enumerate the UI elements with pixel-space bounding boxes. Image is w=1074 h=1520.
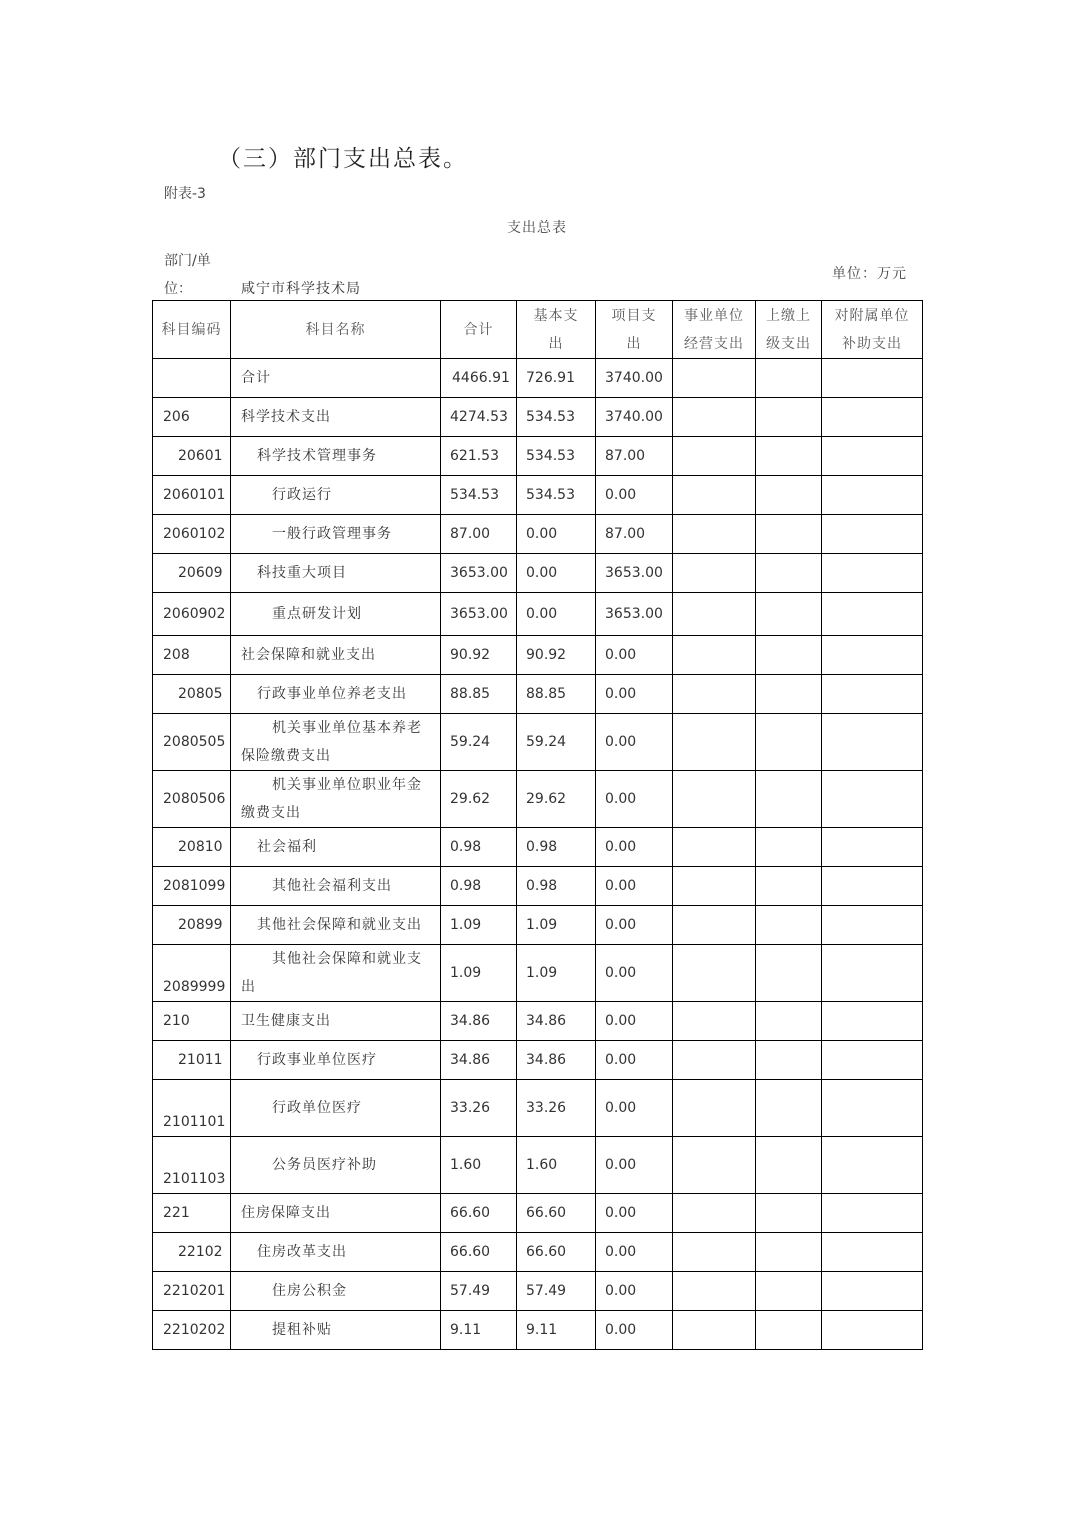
basic-cell: 66.60 (517, 1233, 596, 1272)
business-cell (673, 554, 756, 593)
business-cell (673, 1041, 756, 1080)
table-row (153, 1080, 923, 1137)
header-project: 项目支出 (596, 301, 673, 359)
name-cell: 行政事业单位医疗 (231, 1041, 441, 1080)
code-cell: 2060101 (153, 476, 231, 515)
total-cell: 1.09 (441, 945, 517, 1002)
subsidy-cell (822, 636, 923, 675)
subsidy-cell (822, 437, 923, 476)
table-row (153, 714, 923, 771)
name-cell: 科学技术支出 (231, 398, 441, 437)
name-cell: 机关事业单位基本养老保险缴费支出 (231, 714, 441, 771)
code-cell: 221 (153, 1194, 231, 1233)
upper-cell (756, 867, 822, 906)
name-cell: 合计 (231, 359, 441, 398)
project-cell: 0.00 (596, 828, 673, 867)
project-cell: 0.00 (596, 1272, 673, 1311)
total-cell: 57.49 (441, 1272, 517, 1311)
upper-cell (756, 515, 822, 554)
business-cell (673, 714, 756, 771)
subsidy-cell (822, 359, 923, 398)
table-row (153, 476, 923, 515)
total-cell: 29.62 (441, 771, 517, 828)
total-cell: 3653.00 (441, 593, 517, 636)
total-cell: 88.85 (441, 675, 517, 714)
table-row (153, 675, 923, 714)
code-cell: 21011 (153, 1041, 231, 1080)
subsidy-cell (822, 1137, 923, 1194)
code-cell: 206 (153, 398, 231, 437)
subsidy-cell (822, 675, 923, 714)
total-cell: 4466.91 (441, 359, 517, 398)
header-total: 合计 (441, 301, 517, 359)
department-name: 咸宁市科学技术局 (241, 281, 361, 297)
business-cell (673, 906, 756, 945)
subsidy-cell (822, 1080, 923, 1137)
code-cell: 20609 (153, 554, 231, 593)
business-cell (673, 1311, 756, 1350)
basic-cell: 33.26 (517, 1080, 596, 1137)
upper-cell (756, 398, 822, 437)
table-row (153, 1272, 923, 1311)
name-cell: 住房保障支出 (231, 1194, 441, 1233)
name-cell: 公务员医疗补助 (231, 1137, 441, 1194)
subsidy-cell (822, 1272, 923, 1311)
project-cell: 0.00 (596, 945, 673, 1002)
project-cell: 0.00 (596, 867, 673, 906)
basic-cell: 9.11 (517, 1311, 596, 1350)
header-name: 科目名称 (231, 301, 441, 359)
header-basic: 基本支出 (517, 301, 596, 359)
subsidy-cell (822, 554, 923, 593)
subsidy-cell (822, 1194, 923, 1233)
business-cell (673, 867, 756, 906)
name-cell: 重点研发计划 (231, 593, 441, 636)
name-cell: 住房改革支出 (231, 1233, 441, 1272)
total-cell: 1.60 (441, 1137, 517, 1194)
upper-cell (756, 828, 822, 867)
project-cell: 0.00 (596, 1002, 673, 1041)
total-cell: 90.92 (441, 636, 517, 675)
table-row (153, 1311, 923, 1350)
header-subsidy: 对附属单位补助支出 (822, 301, 923, 359)
total-cell: 87.00 (441, 515, 517, 554)
project-cell: 3740.00 (596, 398, 673, 437)
code-cell: 2060902 (153, 593, 231, 636)
name-cell: 其他社会保障和就业支出 (231, 945, 441, 1002)
total-cell: 66.60 (441, 1194, 517, 1233)
total-cell: 0.98 (441, 828, 517, 867)
basic-cell: 0.98 (517, 867, 596, 906)
name-cell: 科技重大项目 (231, 554, 441, 593)
code-cell: 2080506 (153, 771, 231, 828)
code-cell: 20810 (153, 828, 231, 867)
upper-cell (756, 1041, 822, 1080)
department-label-cont: 位： (164, 281, 192, 297)
name-cell: 社会福利 (231, 828, 441, 867)
business-cell (673, 515, 756, 554)
business-cell (673, 1080, 756, 1137)
project-cell: 0.00 (596, 906, 673, 945)
name-cell: 行政运行 (231, 476, 441, 515)
table-row (153, 437, 923, 476)
subsidy-cell (822, 714, 923, 771)
code-cell: 210 (153, 1002, 231, 1041)
basic-cell: 0.98 (517, 828, 596, 867)
subsidy-cell (822, 906, 923, 945)
upper-cell (756, 636, 822, 675)
project-cell: 0.00 (596, 1233, 673, 1272)
upper-cell (756, 554, 822, 593)
basic-cell: 57.49 (517, 1272, 596, 1311)
name-cell: 其他社会保障和就业支出 (231, 906, 441, 945)
code-cell: 208 (153, 636, 231, 675)
subsidy-cell (822, 593, 923, 636)
upper-cell (756, 359, 822, 398)
business-cell (673, 1137, 756, 1194)
basic-cell: 534.53 (517, 476, 596, 515)
total-cell: 33.26 (441, 1080, 517, 1137)
project-cell: 0.00 (596, 476, 673, 515)
total-cell: 621.53 (441, 437, 517, 476)
subsidy-cell (822, 867, 923, 906)
upper-cell (756, 476, 822, 515)
project-cell: 0.00 (596, 675, 673, 714)
project-cell: 0.00 (596, 636, 673, 675)
project-cell: 3740.00 (596, 359, 673, 398)
subsidy-cell (822, 771, 923, 828)
basic-cell: 534.53 (517, 437, 596, 476)
code-cell: 2210201 (153, 1272, 231, 1311)
table-row (153, 359, 923, 398)
basic-cell: 534.53 (517, 398, 596, 437)
code-cell (153, 359, 231, 398)
project-cell: 0.00 (596, 1137, 673, 1194)
total-cell: 4274.53 (441, 398, 517, 437)
attachment-label: 附表-3 (164, 186, 206, 202)
table-row (153, 906, 923, 945)
subsidy-cell (822, 1041, 923, 1080)
table-row (153, 828, 923, 867)
total-cell: 34.86 (441, 1041, 517, 1080)
name-cell: 提租补贴 (231, 1311, 441, 1350)
business-cell (673, 398, 756, 437)
total-cell: 34.86 (441, 1002, 517, 1041)
basic-cell: 0.00 (517, 515, 596, 554)
code-cell: 2089999 (153, 945, 231, 1002)
upper-cell (756, 945, 822, 1002)
basic-cell: 88.85 (517, 675, 596, 714)
business-cell (673, 675, 756, 714)
table-row (153, 398, 923, 437)
table-row (153, 515, 923, 554)
business-cell (673, 359, 756, 398)
upper-cell (756, 1002, 822, 1041)
total-cell: 66.60 (441, 1233, 517, 1272)
total-cell: 9.11 (441, 1311, 517, 1350)
subsidy-cell (822, 1233, 923, 1272)
total-cell: 59.24 (441, 714, 517, 771)
table-row (153, 1233, 923, 1272)
table-row (153, 593, 923, 636)
upper-cell (756, 1272, 822, 1311)
total-cell: 534.53 (441, 476, 517, 515)
project-cell: 0.00 (596, 771, 673, 828)
project-cell: 3653.00 (596, 593, 673, 636)
name-cell: 社会保障和就业支出 (231, 636, 441, 675)
subsidy-cell (822, 828, 923, 867)
total-cell: 1.09 (441, 906, 517, 945)
code-cell: 2081099 (153, 867, 231, 906)
project-cell: 0.00 (596, 1080, 673, 1137)
basic-cell: 0.00 (517, 554, 596, 593)
basic-cell: 34.86 (517, 1002, 596, 1041)
business-cell (673, 636, 756, 675)
code-cell: 2101103 (153, 1137, 231, 1194)
business-cell (673, 1002, 756, 1041)
business-cell (673, 1233, 756, 1272)
project-cell: 0.00 (596, 1311, 673, 1350)
page-heading: （三）部门支出总表。 (218, 146, 468, 172)
subsidy-cell (822, 1311, 923, 1350)
name-cell: 其他社会福利支出 (231, 867, 441, 906)
basic-cell: 66.60 (517, 1194, 596, 1233)
basic-cell: 29.62 (517, 771, 596, 828)
name-cell: 机关事业单位职业年金缴费支出 (231, 771, 441, 828)
project-cell: 87.00 (596, 437, 673, 476)
name-cell: 科学技术管理事务 (231, 437, 441, 476)
business-cell (673, 828, 756, 867)
project-cell: 0.00 (596, 1194, 673, 1233)
project-cell: 3653.00 (596, 554, 673, 593)
upper-cell (756, 771, 822, 828)
upper-cell (756, 593, 822, 636)
basic-cell: 726.91 (517, 359, 596, 398)
basic-cell: 34.86 (517, 1041, 596, 1080)
code-cell: 2060102 (153, 515, 231, 554)
code-cell: 2210202 (153, 1311, 231, 1350)
upper-cell (756, 675, 822, 714)
code-cell: 20899 (153, 906, 231, 945)
upper-cell (756, 1080, 822, 1137)
name-cell: 行政单位医疗 (231, 1080, 441, 1137)
name-cell: 一般行政管理事务 (231, 515, 441, 554)
upper-cell (756, 437, 822, 476)
table-row (153, 867, 923, 906)
expenditure-table (152, 300, 923, 1350)
total-cell: 3653.00 (441, 554, 517, 593)
basic-cell: 59.24 (517, 714, 596, 771)
subsidy-cell (822, 476, 923, 515)
unit-label: 单位：万元 (832, 266, 907, 282)
upper-cell (756, 1233, 822, 1272)
table-row (153, 1002, 923, 1041)
basic-cell: 90.92 (517, 636, 596, 675)
table-row (153, 554, 923, 593)
table-row (153, 945, 923, 1002)
basic-cell: 1.60 (517, 1137, 596, 1194)
basic-cell: 1.09 (517, 945, 596, 1002)
table-title: 支出总表 (507, 220, 567, 236)
header-business: 事业单位经营支出 (673, 301, 756, 359)
table-row (153, 1041, 923, 1080)
business-cell (673, 771, 756, 828)
basic-cell: 0.00 (517, 593, 596, 636)
business-cell (673, 1272, 756, 1311)
table-header-row (153, 301, 923, 359)
subsidy-cell (822, 515, 923, 554)
project-cell: 0.00 (596, 1041, 673, 1080)
subsidy-cell (822, 398, 923, 437)
code-cell: 20601 (153, 437, 231, 476)
department-label: 部门/单 (164, 253, 211, 269)
business-cell (673, 945, 756, 1002)
header-upper: 上缴上级支出 (756, 301, 822, 359)
table-row (153, 771, 923, 828)
total-cell: 0.98 (441, 867, 517, 906)
project-cell: 0.00 (596, 714, 673, 771)
name-cell: 住房公积金 (231, 1272, 441, 1311)
upper-cell (756, 1194, 822, 1233)
upper-cell (756, 1137, 822, 1194)
upper-cell (756, 714, 822, 771)
upper-cell (756, 1311, 822, 1350)
table-row (153, 1194, 923, 1233)
table-row (153, 636, 923, 675)
upper-cell (756, 906, 822, 945)
code-cell: 2080505 (153, 714, 231, 771)
header-code: 科目编码 (153, 301, 231, 359)
code-cell: 22102 (153, 1233, 231, 1272)
business-cell (673, 476, 756, 515)
code-cell: 2101101 (153, 1080, 231, 1137)
table-row (153, 1137, 923, 1194)
business-cell (673, 1194, 756, 1233)
name-cell: 卫生健康支出 (231, 1002, 441, 1041)
business-cell (673, 593, 756, 636)
code-cell: 20805 (153, 675, 231, 714)
name-cell: 行政事业单位养老支出 (231, 675, 441, 714)
basic-cell: 1.09 (517, 906, 596, 945)
project-cell: 87.00 (596, 515, 673, 554)
business-cell (673, 437, 756, 476)
subsidy-cell (822, 1002, 923, 1041)
subsidy-cell (822, 945, 923, 1002)
